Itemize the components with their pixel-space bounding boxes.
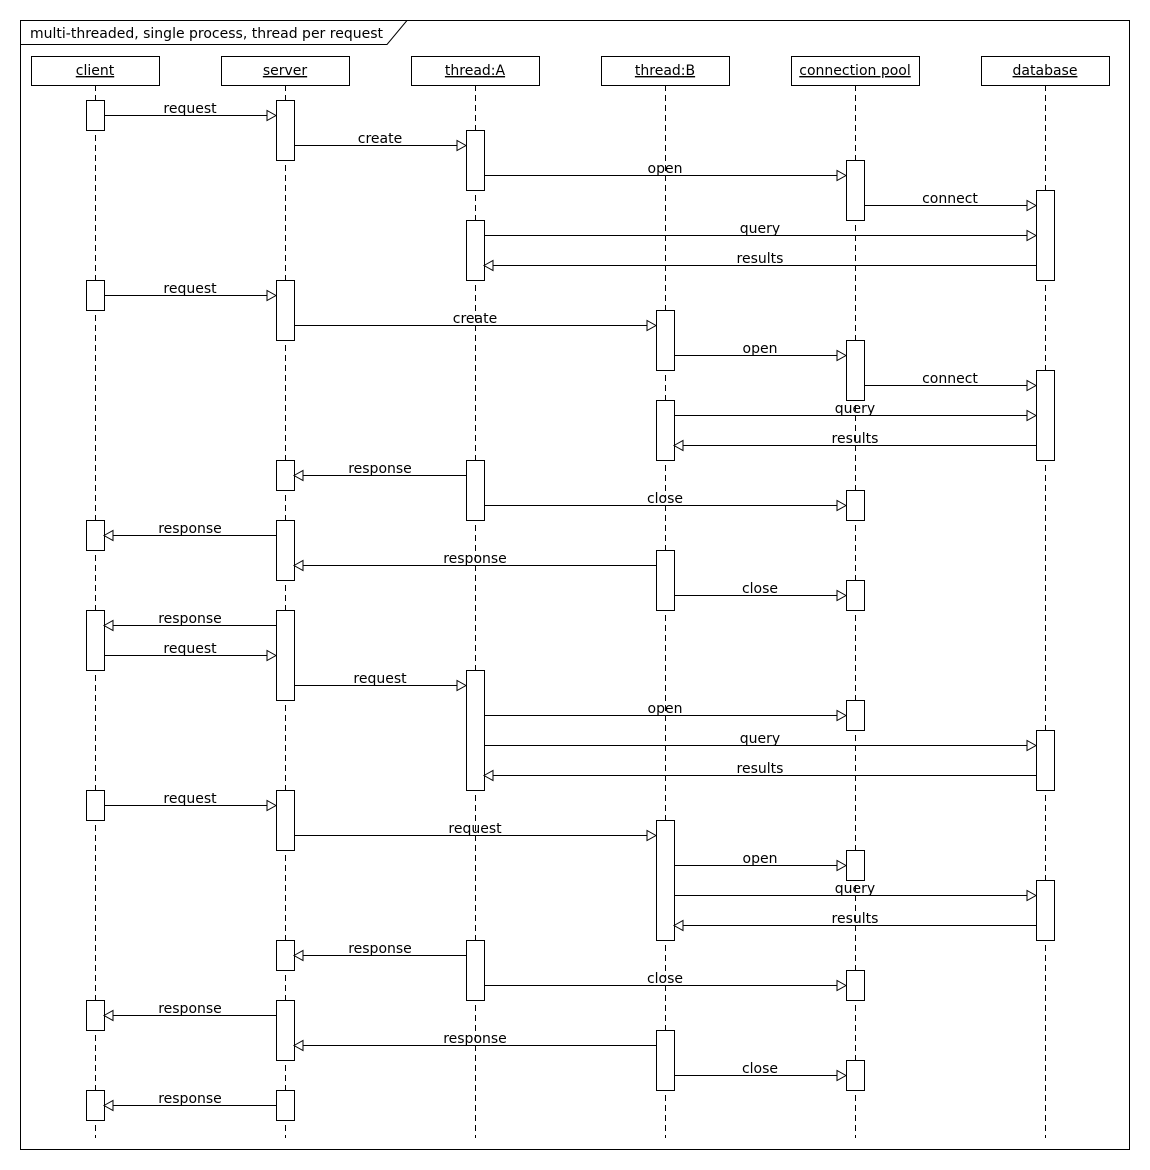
activation-bar [87,791,105,821]
message-label: response [158,611,222,627]
activation-bar [277,791,295,851]
message-arrow-head [267,111,276,121]
message-arrow-head [267,651,276,661]
message-label: response [158,521,222,537]
lifeline-name: thread:A [444,63,506,79]
message-label: close [646,971,684,987]
activation-bar [87,1091,105,1121]
message-close [674,1061,846,1081]
message-query [484,221,1036,241]
lifeline-name: database [1012,63,1078,79]
activation-bar [1037,371,1055,461]
message-label: request [163,791,217,807]
activation-bar [1037,881,1055,941]
activation-bar [847,581,865,611]
message-connect [864,371,1036,391]
message-arrow-head [457,141,466,151]
message-response [104,1001,276,1021]
message-arrow-head [1027,741,1036,751]
activation-bar [277,941,295,971]
lifeline-name: connection pool [799,63,911,79]
message-request [294,671,466,691]
message-arrow-head [457,681,466,691]
message-label: open [647,701,683,717]
message-label: connect [922,191,978,207]
message-arrow-head [837,171,846,181]
diagram-frame [21,21,1130,1150]
message-label: close [741,1061,779,1077]
lifelines [32,57,1110,1139]
message-query [484,731,1036,751]
activation-bar [847,1061,865,1091]
message-arrow-head [484,771,493,781]
activation-bar [277,101,295,161]
activation-bar [277,281,295,341]
activations [87,101,1055,1121]
activation-bar [467,131,485,191]
activation-bar [277,1091,295,1121]
message-arrow-head [104,1011,113,1021]
message-open [674,851,846,871]
message-arrow-head [294,471,303,481]
message-arrow-head [104,621,113,631]
messages [104,101,1036,1111]
message-arrow-head [837,591,846,601]
message-label: query [834,881,876,897]
activation-bar [847,491,865,521]
message-arrow-head [837,1071,846,1081]
message-label: request [163,281,217,297]
message-label: response [443,1031,507,1047]
message-close [674,581,846,601]
activation-bar [847,971,865,1001]
message-results [484,251,1036,271]
message-arrow-head [104,531,113,541]
message-label: connect [922,371,978,387]
lifeline-name: client [75,63,115,79]
message-response [104,1091,276,1111]
activation-bar [657,821,675,941]
message-arrow-head [294,561,303,571]
activation-bar [467,941,485,1001]
activation-bar [277,611,295,701]
activation-bar [467,461,485,521]
message-label: response [158,1001,222,1017]
message-label: request [163,641,217,657]
message-label: close [646,491,684,507]
lifeline-server [222,57,350,1139]
activation-bar [847,701,865,731]
message-label: request [448,821,502,837]
message-label: response [348,941,412,957]
message-arrow-head [837,861,846,871]
message-arrow-head [837,711,846,721]
message-label: request [353,671,407,687]
message-arrow-head [647,831,656,841]
message-label: results [736,251,784,267]
activation-bar [87,1001,105,1031]
message-request [104,641,276,661]
message-label: response [348,461,412,477]
frame-border [21,21,1130,1150]
frame-title: multi-threaded, single process, thread per request [30,26,383,42]
message-arrow-head [484,261,493,271]
message-label: create [452,311,498,327]
message-arrow-head [674,441,683,451]
message-request [104,281,276,301]
message-arrow-head [267,801,276,811]
activation-bar [847,341,865,401]
activation-bar [87,101,105,131]
message-label: results [831,431,879,447]
activation-bar [277,521,295,581]
message-arrow-head [837,501,846,511]
message-arrow-head [1027,411,1036,421]
message-label: open [742,851,778,867]
message-arrow-head [837,981,846,991]
message-label: create [357,131,403,147]
lifeline-client [32,57,160,1139]
activation-bar [657,401,675,461]
message-response [294,461,466,481]
message-arrow-head [1027,201,1036,211]
message-label: query [834,401,876,417]
activation-bar [467,221,485,281]
lifeline-name: server [262,63,308,79]
message-label: response [443,551,507,567]
message-request [104,791,276,811]
message-label: query [739,221,781,237]
activation-bar [847,851,865,881]
message-arrow-head [1027,891,1036,901]
message-arrow-head [104,1101,113,1111]
activation-bar [1037,191,1055,281]
activation-bar [657,311,675,371]
message-arrow-head [647,321,656,331]
message-open [674,341,846,361]
message-request [104,101,276,121]
message-arrow-head [267,291,276,301]
activation-bar [467,671,485,791]
message-arrow-head [837,351,846,361]
message-label: results [736,761,784,777]
activation-bar [87,521,105,551]
message-response [104,521,276,541]
message-results [484,761,1036,781]
message-connect [864,191,1036,211]
message-create [294,131,466,151]
activation-bar [277,461,295,491]
message-label: request [163,101,217,117]
activation-bar [657,551,675,611]
message-label: response [158,1091,222,1107]
message-arrow-head [294,1041,303,1051]
message-arrow-head [674,921,683,931]
activation-bar [657,1031,675,1091]
message-response [294,941,466,961]
message-label: results [831,911,879,927]
message-arrow-head [1027,231,1036,241]
message-arrow-head [294,951,303,961]
activation-bar [847,161,865,221]
lifeline-name: thread:B [634,63,696,79]
message-arrow-head [1027,381,1036,391]
message-label: query [739,731,781,747]
activation-bar [277,1001,295,1061]
activation-bar [87,611,105,671]
message-response [104,611,276,631]
message-label: open [742,341,778,357]
activation-bar [87,281,105,311]
message-label: open [647,161,683,177]
message-label: close [741,581,779,597]
activation-bar [1037,731,1055,791]
